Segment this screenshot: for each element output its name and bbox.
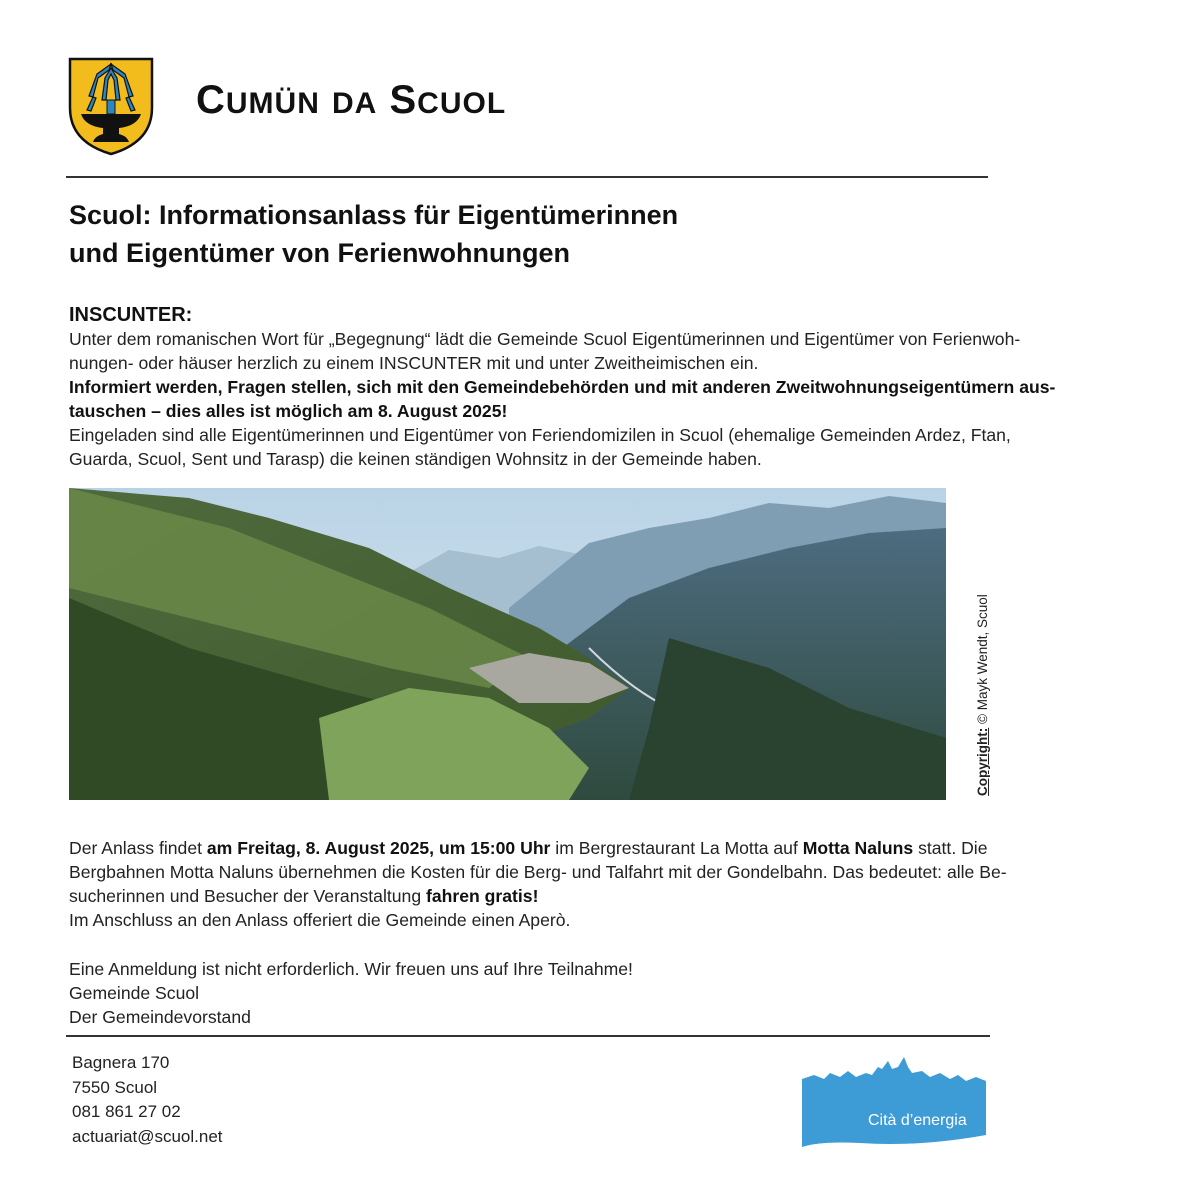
signature-org: Gemeinde Scuol	[69, 983, 200, 1003]
address-phone[interactable]: 081 861 27 02	[72, 1102, 181, 1121]
address-email[interactable]: actuariat@scuol.net	[72, 1126, 223, 1146]
scuol-crest-icon	[67, 56, 155, 156]
highlight-paragraph-line: Informiert werden, Fragen stellen, sich mit den Gemeindebehörden und mit anderen Zweitwohnungseigentümern aus-	[69, 377, 1056, 397]
header-divider	[66, 176, 988, 178]
invitation-paragraph-line: Guarda, Scuol, Sent und Tarasp) die keinen ständigen Wohnsitz in der Gemeinde haben.	[69, 449, 762, 469]
intro-section	[69, 303, 1139, 471]
closing-section	[69, 957, 1139, 1029]
section-subhead: INSCUNTER:	[69, 304, 193, 326]
invitation-paragraph-line: Eingeladen sind alle Eigentümerinnen und Eigentümer von Feriendomizilen in Scuol (ehemalige Gemeinden Ardez, Ftan,	[69, 425, 1011, 445]
photo-copyright: Copyright: © Mayk Wendt, Scuol	[975, 594, 990, 796]
event-section	[69, 836, 1139, 932]
badge-label: Cità d’energia	[868, 1112, 967, 1129]
page-title	[69, 196, 969, 272]
org-title: CUMÜN DA SCUOL	[196, 78, 507, 122]
event-paragraph-line: Der Anlass findet am Freitag, 8. August 2025, um 15:00 Uhr im Bergrestaurant La Motta auf Motta Naluns statt. Die	[69, 838, 988, 858]
address-street: Bagnera 170	[72, 1053, 170, 1072]
closing-line: Eine Anmeldung ist nicht erforderlich. Wir freuen uns auf Ihre Teilnahme!	[69, 959, 633, 979]
intro-paragraph-line: nungen- oder häuser herzlich zu einem INSCUNTER mit und unter Zweitheimischen ein.	[69, 353, 759, 373]
energy-city-badge	[800, 1055, 988, 1147]
highlight-paragraph-line: tauschen – dies alles ist möglich am 8. August 2025!	[69, 401, 508, 421]
title-line-1: Scuol: Informationsanlass für Eigentümerinnen	[69, 200, 679, 230]
address-city: 7550 Scuol	[72, 1077, 158, 1097]
signature-body: Der Gemeindevorstand	[69, 1007, 251, 1027]
event-paragraph-line: Bergbahnen Motta Naluns übernehmen die Kosten für die Berg- und Talfahrt mit der Gondelbahn. Das bedeutet: alle Be-	[69, 862, 1007, 882]
intro-paragraph-line: Unter dem romanischen Wort für „Begegnung“ lädt die Gemeinde Scuol Eigentümerinnen und Eigentümer von Ferienwoh-	[69, 329, 1021, 349]
title-line-2: und Eigentümer von Ferienwohnungen	[69, 238, 571, 268]
event-paragraph-line: sucherinnen und Besucher der Veranstaltung fahren gratis!	[69, 886, 539, 906]
event-paragraph-line: Im Anschluss an den Anlass offeriert die Gemeinde einen Aperò.	[69, 910, 571, 930]
footer-address	[72, 1051, 223, 1149]
footer-divider	[66, 1035, 990, 1037]
valley-landscape-photo	[69, 488, 946, 800]
